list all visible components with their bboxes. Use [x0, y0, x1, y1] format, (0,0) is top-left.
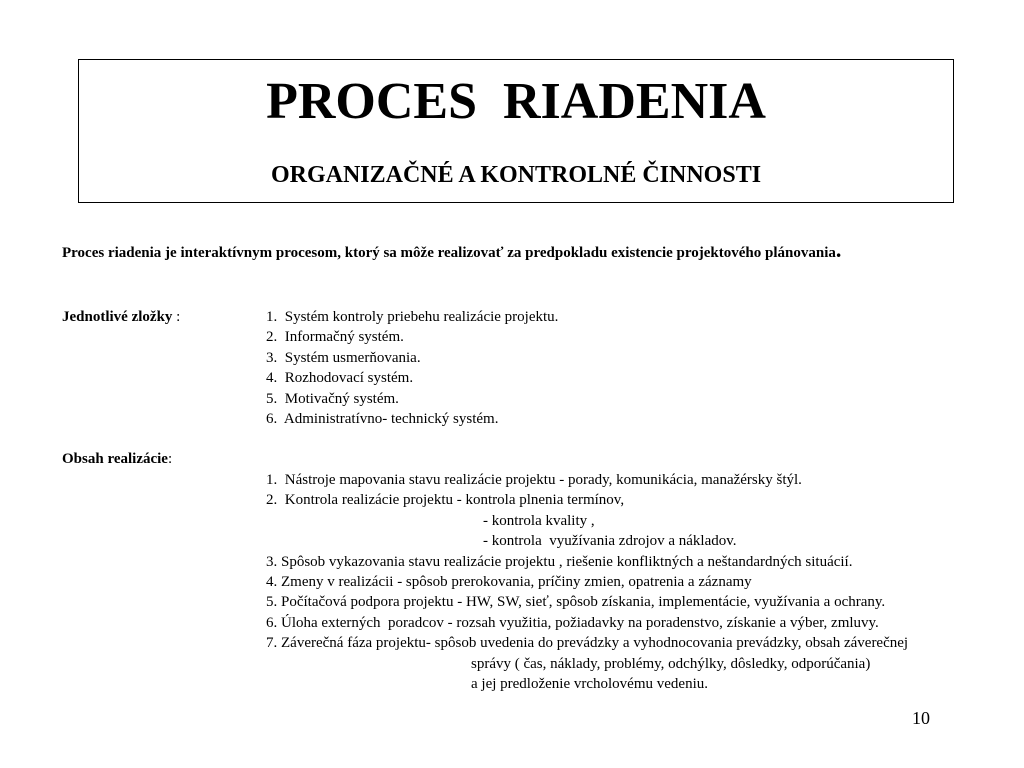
realization-label	[62, 449, 172, 469]
title-box	[78, 59, 954, 203]
intro-punctuation: .	[835, 237, 842, 262]
list-item: 1. Systém kontroly priebehu realizácie projektu.	[266, 309, 559, 325]
realization-list	[266, 470, 908, 694]
list-item: 6. Administratívno- technický systém.	[266, 410, 499, 427]
list-item: 3. Spôsob vykazovania stavu realizácie projektu , riešenie konfliktných a neštandardných situácií.	[266, 553, 853, 570]
intro-text: Proces riadenia je interaktívnym procesom, ktorý sa môže realizovať za predpokladu existencie projektového plánovania	[62, 245, 836, 261]
list-item: 4. Rozhodovací systém.	[266, 370, 414, 387]
list-item: 1. Nástroje mapovania stavu realizácie projektu - porady, komunikácia, manažérsky štýl.	[266, 472, 802, 488]
list-item: - kontrola kvality ,	[483, 512, 595, 529]
page-subtitle: ORGANIZAČNÉ A KONTROLNÉ ČINNOSTI	[270, 162, 762, 188]
list-item: správy ( čas, náklady, problémy, odchýlky, dôsledky, odporúčania)	[471, 655, 871, 672]
list-item: 4. Zmeny v realizácii - spôsob prerokovania, príčiny zmien, opatrenia a záznamy	[266, 573, 752, 590]
list-item: 5. Počítačová podpora projektu - HW, SW, sieť, spôsob získania, implementácie, využívania a ochrany.	[266, 594, 886, 611]
list-item: 5. Motivačný systém.	[266, 390, 399, 407]
list-item: - kontrola využívania zdrojov a nákladov.	[483, 533, 737, 550]
list-item: 2. Informačný systém.	[266, 329, 404, 346]
components-label-text: Jednotlivé zložky	[62, 309, 173, 325]
components-separator: :	[172, 309, 181, 325]
page-title: PROCES RIADENIA	[266, 73, 766, 130]
list-item: 2. Kontrola realizácie projektu - kontrola plnenia termínov,	[266, 492, 625, 509]
list-item: a jej predloženie vrcholovému vedeniu.	[471, 675, 708, 692]
list-item: 3. Systém usmerňovania.	[266, 349, 421, 366]
components-label	[62, 307, 180, 327]
page-number: 10	[912, 708, 930, 728]
components-list	[266, 307, 558, 429]
list-item: 7. Záverečná fáza projektu- spôsob uvedenia do prevádzky a vyhodnocovania prevádzky, obsah záverečnej	[266, 635, 909, 652]
list-item: 6. Úloha externých poradcov - rozsah využitia, požiadavky na poradenstvo, získanie a výber, zmluvy.	[266, 614, 879, 631]
intro-paragraph	[62, 238, 982, 265]
realization-label-text: Obsah realizácie	[62, 451, 168, 467]
realization-separator: :	[167, 451, 173, 467]
